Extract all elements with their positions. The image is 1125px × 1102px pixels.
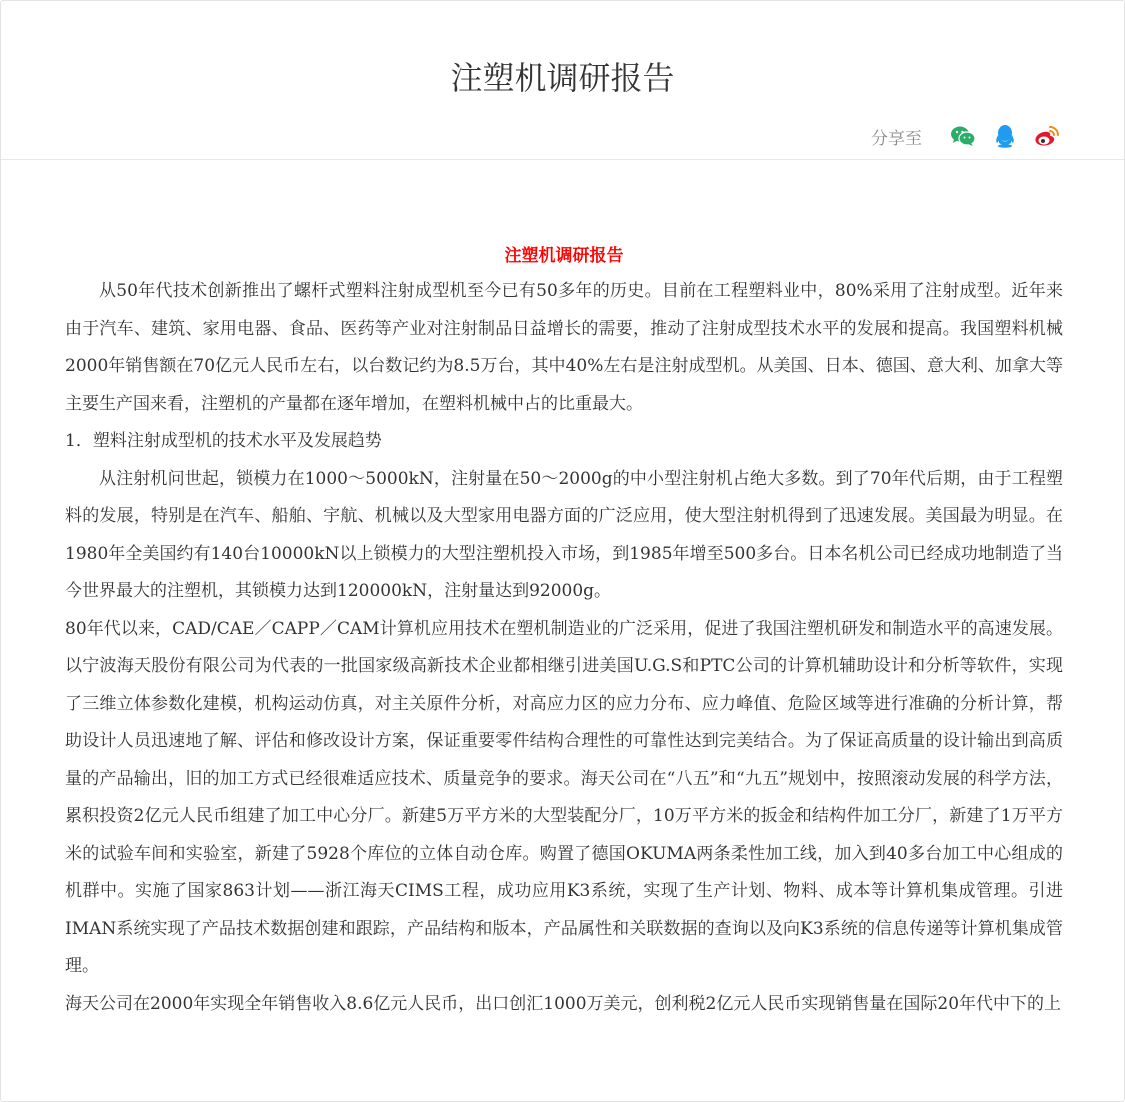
share-weibo-button[interactable]	[1032, 121, 1062, 151]
share-qq-button[interactable]	[990, 121, 1020, 151]
share-wechat-button[interactable]	[948, 121, 978, 151]
share-bar	[871, 121, 1062, 151]
section-heading: 1．塑料注射成型机的技术水平及发展趋势	[65, 431, 382, 451]
weibo-icon	[1033, 124, 1061, 148]
article-content	[65, 241, 1063, 1023]
paragraph-sales: 海天公司在2000年实现全年销售收入8.6亿元人民币，出口创汇1000万美元，创利税2亿元人民币实现销售量在国际20年代中下的上	[65, 993, 1062, 1014]
paragraph-cad: 80年代以来，CAD/CAE／CAPP／CAM计算机应用技术在塑机制造业的广泛采用，促进了我国注塑机研发和制造水平的高速发展。以宁波海天股份有限公司为代表的一批国家级高新技术企业都相继引进美国U.G.S和PTC公司的计算机辅助设计和分析等软件，实现了三维立体参数化建模，机构运动仿真，对主关原件分析，对高应力区的应力分布、应力峰值、危险区域等进行准确的分析计算，帮助设计人员迅速地了解、评估和修改设计方案，保证重要零件结构合理性的可靠性达到完美结合。为了保证高质量的设计输出到高质量的产品输出，旧的加工方式已经很难适应技术、质量竞争的要求。海天公司在“八五”和“九五”规划中，按照滚动发展的科学方法，累积投资2亿元人民币组建了加工中心分厂。新建5万平方米的大型装配分厂，10万平方米的扳金和结构件加工分厂，新建了1万平方米的试验车间和实验室，新建了5928个库位的立体自动仓库。购置了德国OKUMA两条柔性加工线，加入到40多台加工中心组成的机群中。实施了国家863计划——浙江海天CIMS工程，成功应用K3系统，实现了生产计划、物料、成本等计算机集成管理。引进IMAN系统实现了产品技术数据创建和跟踪，产品结构和版本，产品属性和关联数据的查询以及向K3系统的信息传递等计算机集成管理。	[65, 618, 1063, 976]
page-header	[1, 1, 1124, 160]
qq-icon	[994, 124, 1016, 148]
wechat-icon	[950, 125, 976, 147]
page-title: 注塑机调研报告	[450, 59, 675, 97]
paragraph-intro: 从50年代技术创新推出了螺杆式塑料注射成型机至今已有50多年的历史。目前在工程塑料业中，80%采用了注射成型。近年来由于汽车、建筑、家用电器、食品、医药等产业对注射制品日益增长的需要，推动了注射成型技术水平的发展和提高。我国塑料机械2000年销售额在70亿元人民币左右，以台数记约为8.5万台，其中40%左右是注射成型机。从美国、日本、德国、意大利、加拿大等主要生产国来看，注塑机的产量都在逐年增加，在塑料机械中占的比重最大。	[65, 281, 1063, 414]
article-title: 注塑机调研报告	[504, 246, 624, 266]
paragraph-history: 从注射机问世起，锁模力在1000～5000kN，注射量在50～2000g的中小型注射机占绝大多数。到了70年代后期，由于工程塑料的发展，特别是在汽车、船舶、宇航、机械以及大型家用电器方面的广泛应用，使大型注射机得到了迅速发展。美国最为明显。在1980年全美国约有140台10000kN以上锁模力的大型注塑机投入市场，到1985年增至500多台。日本名机公司已经成功地制造了当今世界最大的注塑机，其锁模力达到120000kN，注射量达到92000g。	[65, 468, 1063, 601]
share-label: 分享至	[871, 128, 922, 149]
